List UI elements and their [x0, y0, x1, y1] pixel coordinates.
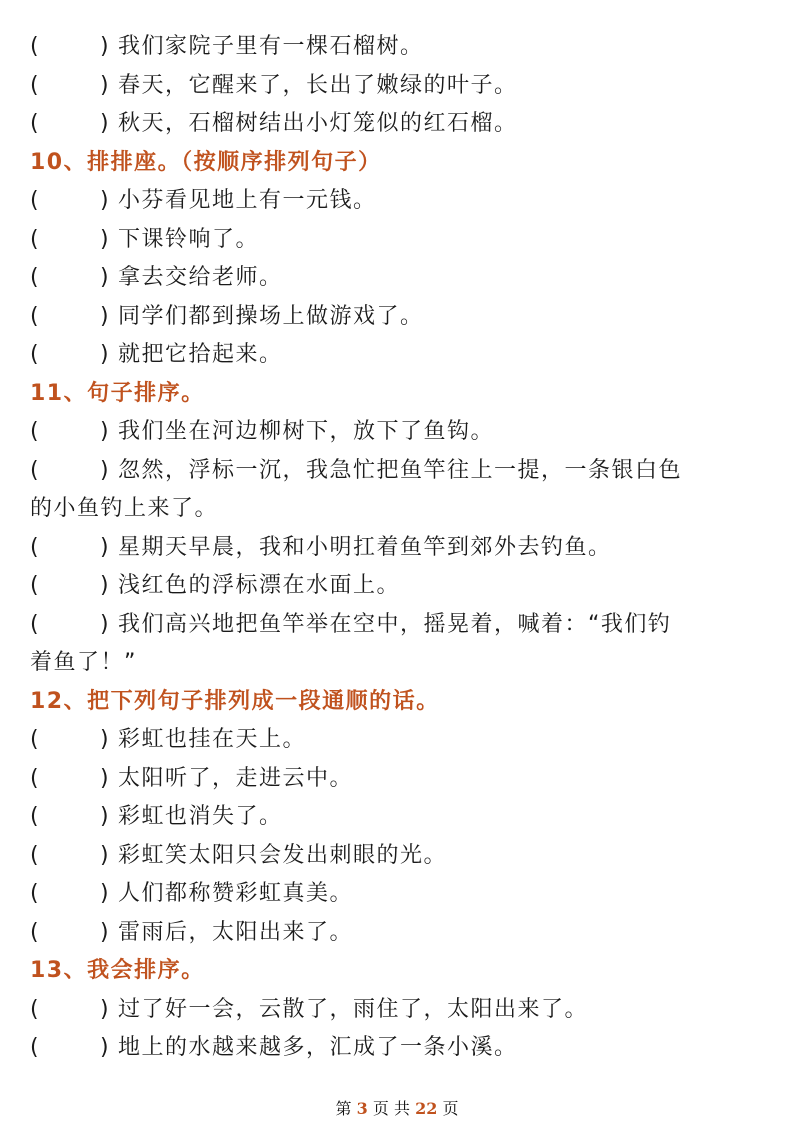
footer-total-pages: 22 — [415, 1099, 438, 1118]
paren-open: ( — [30, 919, 41, 945]
item-text: 太阳听了，走进云中。 — [118, 765, 354, 791]
answer-blank[interactable] — [30, 105, 118, 144]
paren-open: ( — [30, 265, 41, 290]
answer-blank[interactable] — [30, 991, 118, 1030]
item-text: 小芬看见地上有一元钱。 — [118, 188, 377, 213]
ordering-item — [30, 182, 770, 221]
ordering-item — [30, 914, 770, 953]
item-text: 拿去交给老师。 — [118, 265, 283, 290]
item-text: 春天，它醒来了，长出了嫩绿的叶子。 — [118, 72, 518, 98]
paren-close: ) — [100, 265, 111, 290]
item-text: 过了好一会，云散了，雨住了，太阳出来了。 — [118, 996, 589, 1022]
ordering-item — [30, 875, 770, 914]
paren-open: ( — [30, 727, 41, 752]
answer-blank[interactable] — [30, 298, 118, 337]
item-text: 彩虹笑太阳只会发出刺眼的光。 — [118, 842, 448, 868]
item-text-continuation: 着鱼了！” — [30, 650, 137, 675]
paren-open: ( — [30, 111, 41, 136]
ordering-item — [30, 259, 770, 298]
ordering-item — [30, 606, 770, 645]
paren-open: ( — [30, 226, 41, 252]
paren-close: ) — [100, 34, 111, 59]
worksheet-page — [30, 28, 770, 1068]
answer-blank[interactable] — [30, 413, 118, 452]
ordering-item — [30, 221, 770, 260]
answer-blank[interactable] — [30, 259, 118, 298]
paren-open: ( — [30, 996, 41, 1022]
answer-blank[interactable] — [30, 336, 118, 375]
answer-blank[interactable] — [30, 1029, 118, 1068]
item-text: 地上的水越来越多，汇成了一条小溪。 — [118, 1035, 518, 1060]
footer-prefix: 第 — [335, 1099, 352, 1118]
footer-middle: 页 共 — [372, 1099, 410, 1118]
item-text: 我们家院子里有一棵石榴树。 — [118, 34, 424, 59]
answer-blank[interactable] — [30, 182, 118, 221]
paren-open: ( — [30, 881, 41, 906]
paren-close: ) — [100, 996, 111, 1022]
paren-close: ) — [100, 72, 111, 98]
paren-close: ) — [100, 534, 111, 560]
answer-blank[interactable] — [30, 875, 118, 914]
ordering-item — [30, 452, 770, 491]
paren-close: ) — [100, 842, 111, 868]
answer-blank[interactable] — [30, 837, 118, 876]
ordering-item — [30, 413, 770, 452]
answer-blank[interactable] — [30, 452, 118, 491]
section-heading: 11、句子排序。 — [30, 380, 205, 406]
item-text: 我们高兴地把鱼竿举在空中，摇晃着，喊着：“我们钓 — [118, 611, 672, 637]
paren-open: ( — [30, 342, 41, 367]
item-text: 彩虹也挂在天上。 — [118, 727, 307, 752]
answer-blank[interactable] — [30, 721, 118, 760]
item-text: 浅红色的浮标漂在水面上。 — [118, 573, 401, 598]
ordering-item — [30, 760, 770, 799]
answer-blank[interactable] — [30, 221, 118, 260]
footer-suffix: 页 — [442, 1099, 459, 1118]
ordering-item — [30, 798, 770, 837]
paren-open: ( — [30, 419, 41, 444]
ordering-item — [30, 991, 770, 1030]
paren-close: ) — [100, 804, 111, 829]
paren-open: ( — [30, 765, 41, 791]
answer-blank[interactable] — [30, 567, 118, 606]
ordering-item — [30, 529, 770, 568]
paren-open: ( — [30, 1035, 41, 1060]
item-text: 同学们都到操场上做游戏了。 — [118, 303, 424, 329]
section-heading: 12、把下列句子排列成一段通顺的话。 — [30, 688, 440, 714]
paren-open: ( — [30, 842, 41, 868]
paren-open: ( — [30, 188, 41, 213]
ordering-item — [30, 67, 770, 106]
ordering-item — [30, 1029, 770, 1068]
ordering-item — [30, 567, 770, 606]
paren-close: ) — [100, 419, 111, 444]
paren-close: ) — [100, 765, 111, 791]
footer-page-number: 3 — [356, 1099, 368, 1118]
page-footer — [0, 1096, 794, 1119]
section-heading: 10、排排座。（按顺序排列句子） — [30, 149, 382, 175]
paren-open: ( — [30, 611, 41, 637]
item-text: 星期天早晨，我和小明扛着鱼竿到郊外去钓鱼。 — [118, 534, 612, 560]
answer-blank[interactable] — [30, 67, 118, 106]
paren-close: ) — [100, 226, 111, 252]
item-text: 彩虹也消失了。 — [118, 804, 283, 829]
item-text: 秋天，石榴树结出小灯笼似的红石榴。 — [118, 111, 518, 136]
paren-open: ( — [30, 534, 41, 560]
answer-blank[interactable] — [30, 606, 118, 645]
paren-open: ( — [30, 72, 41, 98]
item-text: 就把它拾起来。 — [118, 342, 283, 367]
answer-blank[interactable] — [30, 914, 118, 953]
ordering-item — [30, 721, 770, 760]
ordering-item — [30, 336, 770, 375]
answer-blank[interactable] — [30, 798, 118, 837]
paren-close: ) — [100, 611, 111, 637]
paren-open: ( — [30, 457, 41, 483]
ordering-item — [30, 837, 770, 876]
paren-close: ) — [100, 573, 111, 598]
answer-blank[interactable] — [30, 760, 118, 799]
paren-close: ) — [100, 188, 111, 213]
paren-open: ( — [30, 573, 41, 598]
item-text: 人们都称赞彩虹真美。 — [118, 881, 354, 906]
answer-blank[interactable] — [30, 28, 118, 67]
paren-close: ) — [100, 457, 111, 483]
item-text-continuation: 的小鱼钓上来了。 — [30, 496, 219, 521]
item-text: 雷雨后，太阳出来了。 — [118, 919, 354, 945]
item-text: 下课铃响了。 — [118, 226, 260, 252]
paren-open: ( — [30, 34, 41, 59]
paren-open: ( — [30, 804, 41, 829]
paren-close: ) — [100, 919, 111, 945]
section-heading: 13、我会排序。 — [30, 958, 205, 983]
ordering-item — [30, 105, 770, 144]
item-text: 我们坐在河边柳树下，放下了鱼钩。 — [118, 419, 495, 444]
paren-close: ) — [100, 303, 111, 329]
paren-close: ) — [100, 881, 111, 906]
paren-open: ( — [30, 303, 41, 329]
paren-close: ) — [100, 111, 111, 136]
ordering-item — [30, 28, 770, 67]
ordering-item — [30, 298, 770, 337]
paren-close: ) — [100, 727, 111, 752]
paren-close: ) — [100, 1035, 111, 1060]
item-text: 忽然，浮标一沉，我急忙把鱼竿往上一提，一条银白色 — [118, 457, 683, 483]
paren-close: ) — [100, 342, 111, 367]
answer-blank[interactable] — [30, 529, 118, 568]
